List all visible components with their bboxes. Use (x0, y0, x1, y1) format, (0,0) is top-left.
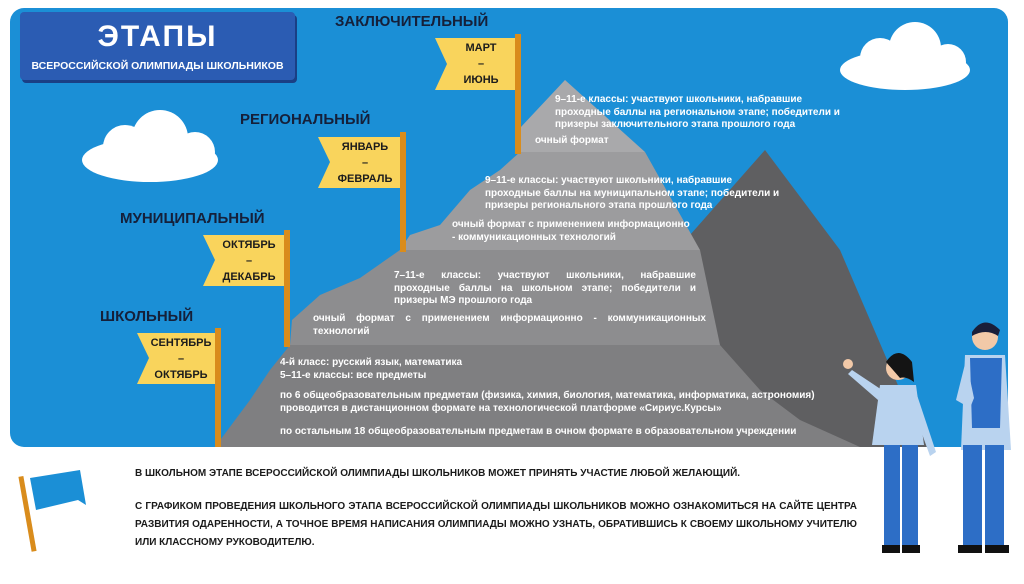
cloud-right (840, 22, 970, 90)
period-school (147, 335, 215, 383)
title-banner (20, 12, 295, 80)
final-format: очный формат (535, 135, 609, 146)
school-format-online: по 6 общеобразовательным предметам (физика, химия, биология, математика, информатика, астрономия) проводится в дистанционном формате на технологической платформе «Сириус.Курсы» (280, 390, 815, 414)
period-start: СЕНТЯБРЬ (150, 337, 212, 349)
municipal-participants: 7–11-е классы: участвуют школьники, набравшие проходные баллы на школьном этапе; победители и призеры МЭ прошлого года (394, 270, 696, 306)
period-dash: – (477, 58, 485, 70)
flag-pole-school (215, 328, 221, 447)
period-dash: – (361, 157, 369, 169)
flag-pole-regional (400, 132, 406, 252)
period-start: ОКТЯБРЬ (222, 239, 276, 251)
period-regional (330, 139, 400, 187)
municipal-format: очный формат с применением информационно - коммуникационных технологий (313, 313, 706, 337)
school-format-offline: по остальным 18 общеобразовательным предметам в очном формате в образовательном учреждении (280, 426, 797, 437)
footer-flag-icon (18, 470, 86, 552)
stage-name-municipal: МУНИЦИПАЛЬНЫЙ (120, 210, 265, 227)
period-start: МАРТ (465, 42, 497, 54)
cloud-left (82, 110, 218, 182)
period-final (447, 40, 515, 88)
period-end: ДЕКАБРЬ (222, 271, 276, 283)
stage-name-final: ЗАКЛЮЧИТЕЛЬНЫЙ (335, 13, 489, 30)
footer-note-1: В ШКОЛЬНОМ ЭТАПЕ ВСЕРОССИЙСКОЙ ОЛИМПИАДЫ ШКОЛЬНИКОВ МОЖЕТ ПРИНЯТЬ УЧАСТИЕ ЛЮБОЙ ЖЕЛАЮЩИЙ. (135, 468, 741, 479)
school-participants-4: 4-й класс: русский язык, математика (280, 357, 463, 368)
regional-format: очный формат с применением информационно - коммуникационных технологий (452, 219, 690, 243)
period-start: ЯНВАРЬ (341, 141, 389, 153)
period-dash: – (245, 255, 253, 267)
stage-name-school: ШКОЛЬНЫЙ (100, 308, 194, 325)
page-subtitle: ВСЕРОССИЙСКОЙ ОЛИМПИАДЫ ШКОЛЬНИКОВ (31, 60, 284, 72)
period-end: ФЕВРАЛЬ (337, 173, 393, 185)
footer-note-2: С ГРАФИКОМ ПРОВЕДЕНИЯ ШКОЛЬНОГО ЭТАПА ВСЕРОССИЙСКОЙ ОЛИМПИАДЫ ШКОЛЬНИКОВ МОЖНО ОЗНАКОМИТЬСЯ НА САЙТЕ ЦЕНТРА РАЗВИТИЯ ОДАРЕННОСТИ, А ТОЧНОЕ ВРЕМЯ НАПИСАНИЯ ОЛИМПИАДЫ МОЖНО УЗНАТЬ, ОБРАТИВШИСЬ К СВОЕМУ ШКОЛЬНОМУ УЧИТЕЛЮ ИЛИ КЛАССНОМУ РУКОВОДИТЕЛЮ. (135, 501, 857, 548)
flag-pole-final (515, 34, 521, 154)
period-dash: – (177, 353, 185, 365)
regional-participants: 9–11-е классы: участвуют школьники, набравшие проходные баллы на муниципальном этапе; победители и призеры регионального этапа прошлого года (485, 175, 780, 211)
period-municipal (214, 237, 284, 285)
page-title: ЭТАПЫ (97, 20, 218, 53)
stage-name-regional: РЕГИОНАЛЬНЫЙ (240, 111, 371, 128)
flag-pole-municipal (284, 230, 290, 347)
final-participants: 9–11-е классы: участвуют школьники, набравшие проходные баллы на региональном этапе; победители и призеры заключительного этапа прошлого года (555, 94, 840, 130)
period-end: ОКТЯБРЬ (154, 369, 208, 381)
period-end: ИЮНЬ (463, 74, 499, 86)
school-participants-5-11: 5–11-е классы: все предметы (280, 370, 427, 381)
